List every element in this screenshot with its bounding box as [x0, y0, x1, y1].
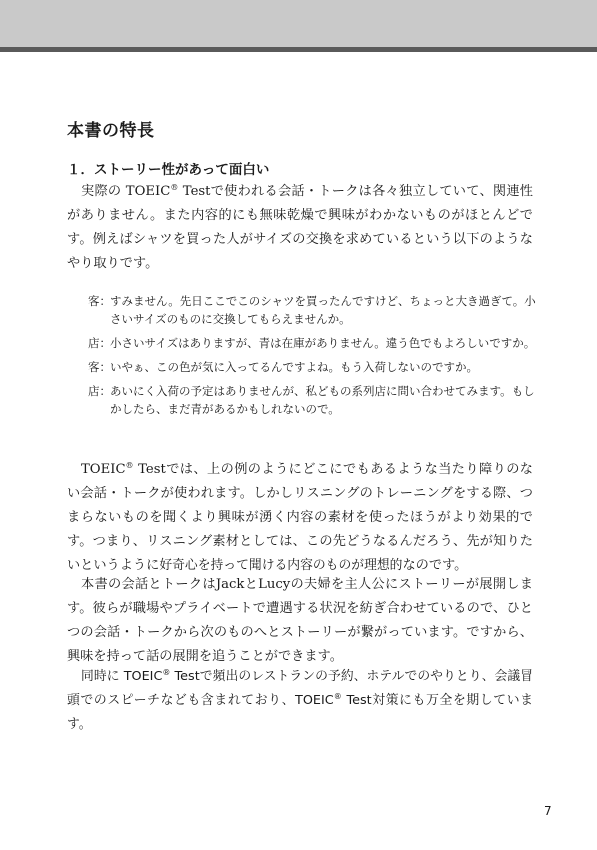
- body-paragraph-2: TOEIC® Testでは、上の例のようにどこにでもあるような当たり障りのない会話・トークが使われます。しかしリスニングのトレーニングをする際、つまらないものを聞くより興味が湧く内容の素材を使ったほうがより効果的です。つまり、リスニング素材としては、この先どうなるんだろう、先が知りたいというように好奇心を持って聞ける内容のものが理想的なのです。: [67, 461, 533, 573]
- dialogue-text: いやぁ、この色が気に入ってるんですよね。もう入荷しないのですか。: [110, 360, 478, 374]
- body-paragraph-3: 本書の会話とトークはJackとLucyの夫婦を主人公にストーリーが展開します。彼らが職場やプライベートで遭遇する状況を紡ぎ合わせているので、ひとつの会話・トークから次のものへとストーリーが繋がっています。ですから、興味を持って話の展開を追うことができます。: [67, 577, 533, 664]
- emphasis-text: 好奇心を持って聞ける内容のものが理想的: [159, 558, 403, 573]
- dialogue-line: [88, 358, 538, 376]
- registered-mark: ®: [333, 692, 342, 701]
- registered-mark: ®: [125, 461, 134, 470]
- dialogue-line: [88, 292, 538, 328]
- speaker-label: 店：: [88, 384, 111, 398]
- page-number: 7: [544, 804, 552, 818]
- registered-mark: ®: [162, 668, 171, 677]
- section-title: １．ストーリー性があって面白い: [67, 162, 270, 178]
- body-paragraph-4: 同時に TOEIC® Testで頻出のレストランの予約、ホテルでのやりとり、会議冒頭でのスピーチなども含まれており、TOEIC® Test対策にも万全を期しています。: [67, 668, 533, 732]
- page-heading: 本書の特長: [67, 121, 155, 141]
- registered-mark: ®: [170, 183, 179, 192]
- speaker-label: 客：: [88, 294, 111, 308]
- sample-dialogue: [88, 292, 538, 424]
- dialogue-text: 小さいサイズはありますが、青は在庫がありません。違う色でもよろしいですか。: [110, 336, 536, 350]
- dialogue-line: [88, 382, 538, 418]
- speaker-label: 店：: [88, 336, 111, 350]
- dialogue-text: あいにく入荷の予定はありませんが、私どもの系列店に問い合わせてみます。もしかしたら、まだ青があるかもしれないので。: [110, 384, 535, 416]
- dialogue-line: [88, 334, 538, 352]
- header-rule: [0, 47, 597, 52]
- header-band: [0, 0, 597, 47]
- intro-paragraph: 実際の TOEIC® Testで使われる会話・トークは各々独立していて、関連性がありません。また内容的にも無味乾燥で興味がわかないものがほとんどです。例えばシャツを買った人がサイズの交換を求めているという以下のようなやり取りです。: [67, 183, 533, 271]
- speaker-label: 客：: [88, 360, 111, 374]
- dialogue-text: すみません。先日ここでこのシャツを買ったんですけど、ちょっと大き過ぎて。小さいサイズのものに交換してもらえませんか。: [110, 294, 536, 326]
